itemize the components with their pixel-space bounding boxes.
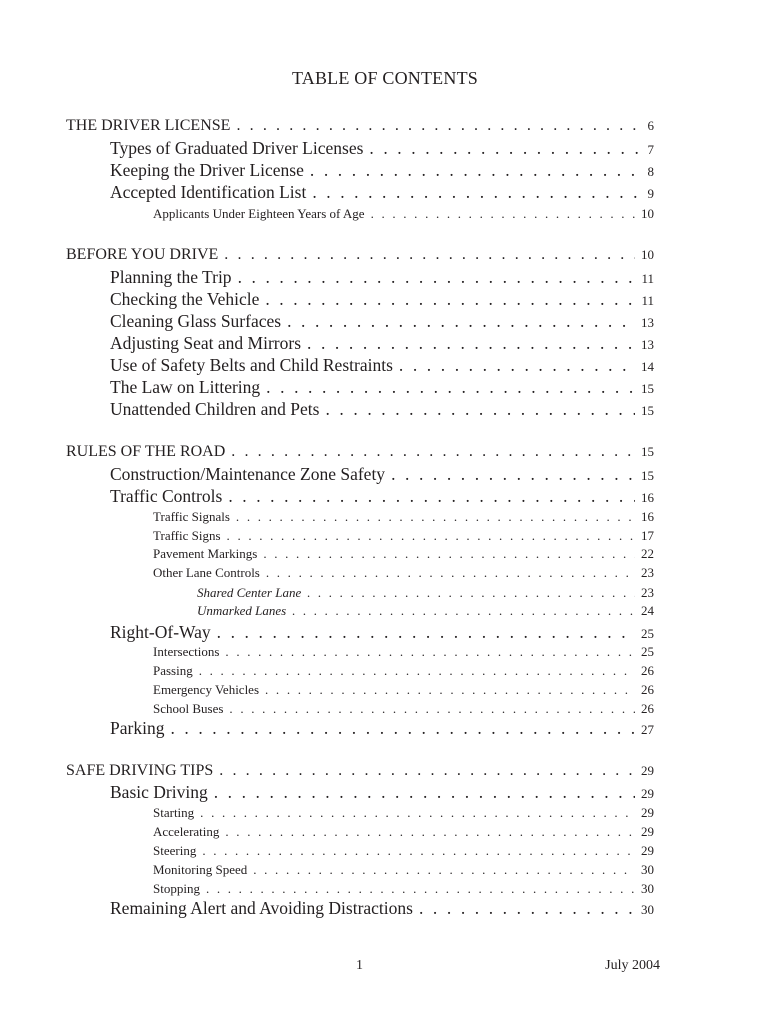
toc-page: 15 [641,381,654,396]
toc-page: 6 [647,118,654,133]
toc-entry [110,718,654,739]
toc-entry [110,160,654,181]
dot-leader [266,377,635,398]
dot-leader [307,585,635,601]
toc-label: THE DRIVER LICENSE [66,117,231,134]
toc-page: 9 [647,186,654,201]
toc-page: 16 [641,490,654,505]
toc-entry [110,464,654,485]
toc-page: 11 [641,271,654,286]
toc-subentry [153,663,654,679]
toc-page: 15 [641,468,654,483]
dot-leader [238,267,636,288]
toc-label: Keeping the Driver License [110,160,304,180]
toc-page: 22 [641,546,654,561]
toc-entry [110,622,654,643]
toc-label: Monitoring Speed [153,862,248,877]
toc-label: Checking the Vehicle [110,289,260,309]
toc-label: The Law on Littering [110,377,261,397]
toc-label: Cleaning Glass Surfaces [110,311,282,331]
toc-label: School Buses [153,701,224,716]
toc-page: 29 [641,824,654,839]
toc-entry [110,333,654,354]
toc-section [66,443,654,461]
toc-entry [110,782,654,803]
toc-page: 14 [641,359,654,374]
toc-subentry [153,546,654,562]
toc-label: Unmarked Lanes [197,603,287,618]
toc-subentry [153,701,654,717]
toc-entry [110,898,654,919]
toc-page: 7 [647,142,654,157]
toc-page: 24 [641,603,654,618]
toc-page: 25 [641,626,654,641]
toc-label: Accelerating [153,824,220,839]
toc-page: 10 [641,247,654,262]
toc-subsubentry [197,603,654,619]
toc-subentry [153,843,654,859]
dot-leader [310,160,642,181]
page-title: TABLE OF CONTENTS [292,68,478,88]
toc-entry [110,267,654,288]
dot-leader [265,682,635,698]
toc-entry [110,311,654,332]
dot-leader [202,843,635,859]
toc-page: 26 [641,701,654,716]
dot-leader [391,464,635,485]
toc-entry [110,355,654,376]
toc-subentry [153,528,654,544]
toc-label: Basic Driving [110,782,208,802]
toc-page: 26 [641,663,654,678]
dot-leader [266,565,635,581]
dot-leader [263,546,635,562]
toc-label: Traffic Signs [153,528,221,543]
dot-leader [214,782,635,803]
toc-page: 17 [641,528,654,543]
dot-leader [200,805,635,821]
toc-entry [110,486,654,507]
dot-leader [287,311,635,332]
toc-label: Unattended Children and Pets [110,399,320,419]
toc-entry [110,399,654,420]
dot-leader [228,486,635,507]
dot-leader [292,603,635,619]
toc-label: Planning the Trip [110,267,232,287]
footer-date: July 2004 [605,958,660,973]
toc-page: 23 [641,585,654,600]
toc-label: Emergency Vehicles [153,682,260,697]
dot-leader [369,138,641,159]
dot-leader [229,701,635,717]
toc-label: SAFE DRIVING TIPS [66,762,214,779]
toc-label: Construction/Maintenance Zone Safety [110,464,386,484]
toc-label: Adjusting Seat and Mirrors [110,333,302,353]
toc-label: Traffic Controls [110,486,223,506]
toc-page: 23 [641,565,654,580]
toc-label: Types of Graduated Driver Licenses [110,138,364,158]
toc-subentry [153,206,654,222]
toc-label: Stopping [153,881,200,896]
dot-leader [225,824,635,840]
dot-leader [219,762,635,780]
toc-label: Other Lane Controls [153,565,260,580]
dot-leader [231,443,635,461]
toc-label: Remaining Alert and Avoiding Distractions [110,898,413,918]
toc-page: 13 [641,315,654,330]
toc-page: 15 [641,444,654,459]
toc-page: 26 [641,682,654,697]
toc-label: Steering [153,843,197,858]
toc-subentry [153,881,654,897]
toc-page: 29 [641,843,654,858]
toc-page: 29 [641,786,654,801]
toc-label: Intersections [153,644,220,659]
dot-leader [217,622,635,643]
toc-page: 15 [641,403,654,418]
toc-subentry [153,682,654,698]
dot-leader [312,182,641,203]
toc-page: 27 [641,722,654,737]
dot-leader [236,117,641,135]
dot-leader [419,898,635,919]
toc-subentry [153,862,654,878]
toc-entry [110,289,654,310]
toc-page: 11 [641,293,654,308]
dot-leader [253,862,635,878]
toc-page: 16 [641,509,654,524]
toc-section [66,762,654,780]
toc-subentry [153,644,654,660]
toc-page: 13 [641,337,654,352]
toc-entry [110,182,654,203]
toc-section [66,246,654,264]
toc-label: BEFORE YOU DRIVE [66,246,219,263]
toc-page: 29 [641,805,654,820]
toc-page: 10 [641,206,654,221]
toc-page: 30 [641,902,654,917]
toc-label: Starting [153,805,195,820]
dot-leader [325,399,635,420]
dot-leader [224,246,635,264]
dot-leader [225,644,635,660]
dot-leader [307,333,635,354]
toc-entry [110,138,654,159]
dot-leader [265,289,635,310]
toc-subentry [153,565,654,581]
toc-label: Shared Center Lane [197,585,302,600]
toc-label: Applicants Under Eighteen Years of Age [153,206,365,221]
toc-subentry [153,824,654,840]
toc-subsubentry [197,585,654,601]
toc-label: Pavement Markings [153,546,258,561]
toc-label: RULES OF THE ROAD [66,443,226,460]
toc-page: 29 [641,763,654,778]
toc-page: 8 [647,164,654,179]
dot-leader [236,509,635,525]
toc-page: 30 [641,881,654,896]
dot-leader [399,355,635,376]
toc-subentry [153,805,654,821]
toc-entry [110,377,654,398]
toc-label: Use of Safety Belts and Child Restraints [110,355,393,375]
toc-label: Accepted Identification List [110,182,307,202]
dot-leader [371,206,635,222]
toc-subentry [153,509,654,525]
dot-leader [199,663,635,679]
dot-leader [170,718,635,739]
dot-leader [227,528,635,544]
toc-label: Parking [110,718,165,738]
toc-page: 25 [641,644,654,659]
toc-page: 30 [641,862,654,877]
dot-leader [206,881,635,897]
footer-page-number: 1 [356,958,363,973]
toc-label: Traffic Signals [153,509,230,524]
toc-label: Passing [153,663,193,678]
toc-label: Right-Of-Way [110,622,211,642]
toc-section [66,117,654,135]
